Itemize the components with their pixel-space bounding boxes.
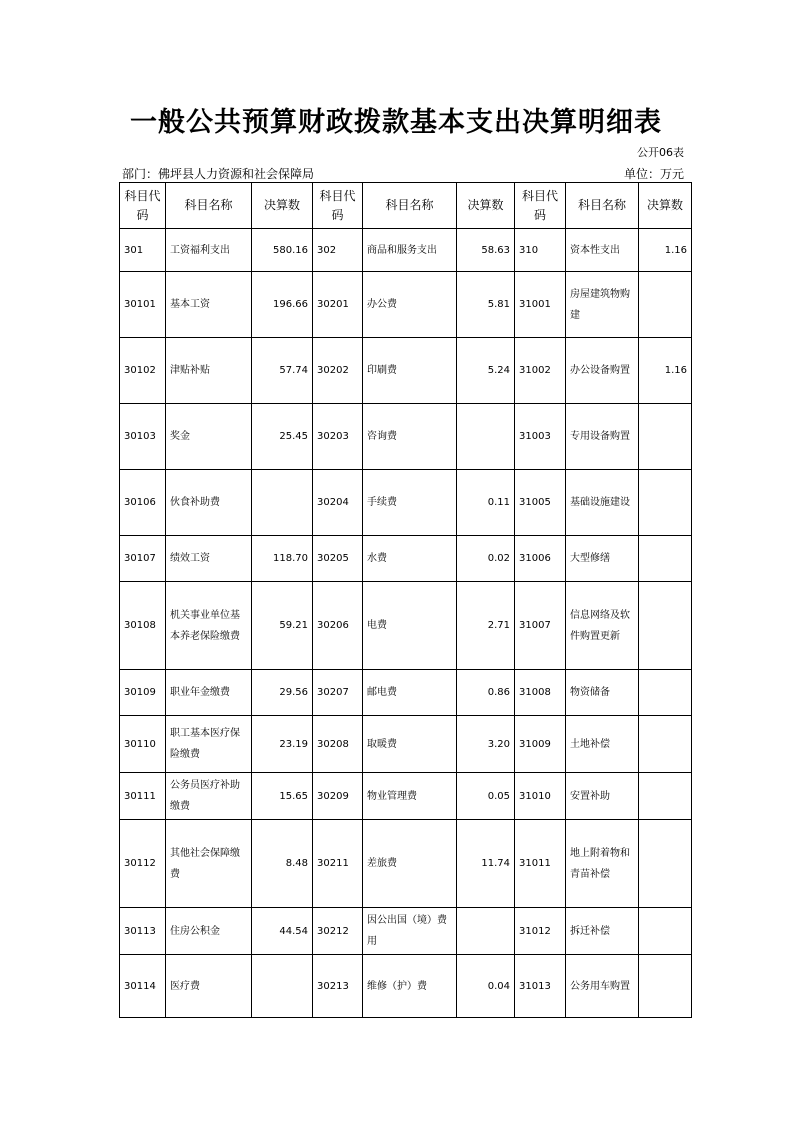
header-code: 科目代码	[515, 183, 566, 229]
row-code: 30110	[120, 716, 166, 773]
row-name: 信息网络及软件购置更新	[566, 582, 639, 670]
table-row	[120, 820, 692, 908]
header-amount: 决算数	[639, 183, 692, 229]
row-code: 30108	[120, 582, 166, 670]
row-name: 公务员医疗补助缴费	[166, 773, 252, 820]
row-amount	[639, 470, 692, 536]
row-amount: 0.86	[457, 670, 515, 716]
row-code: 30202	[313, 338, 363, 404]
row-name: 伙食补助费	[166, 470, 252, 536]
row-code: 30109	[120, 670, 166, 716]
row-code: 30212	[313, 908, 363, 955]
row-name: 邮电费	[363, 670, 457, 716]
form-number: 公开06表	[637, 146, 684, 159]
row-amount: 29.56	[252, 670, 313, 716]
row-name: 津贴补贴	[166, 338, 252, 404]
row-amount: 5.24	[457, 338, 515, 404]
row-amount	[252, 955, 313, 1018]
row-amount	[639, 908, 692, 955]
row-code: 30204	[313, 470, 363, 536]
row-name: 医疗费	[166, 955, 252, 1018]
row-code: 31001	[515, 272, 566, 338]
row-code: 30213	[313, 955, 363, 1018]
row-name: 绩效工资	[166, 536, 252, 582]
row-amount: 0.05	[457, 773, 515, 820]
row-code: 30208	[313, 716, 363, 773]
row-amount	[639, 536, 692, 582]
row-code: 31005	[515, 470, 566, 536]
row-amount	[639, 404, 692, 470]
row-amount: 580.16	[252, 229, 313, 272]
row-name: 安置补助	[566, 773, 639, 820]
header-name: 科目名称	[363, 183, 457, 229]
row-code: 30103	[120, 404, 166, 470]
header-code: 科目代码	[313, 183, 363, 229]
row-name: 基本工资	[166, 272, 252, 338]
table-row	[120, 272, 692, 338]
header-name: 科目名称	[166, 183, 252, 229]
row-code: 30102	[120, 338, 166, 404]
row-name: 物业管理费	[363, 773, 457, 820]
row-name: 其他社会保障缴费	[166, 820, 252, 908]
row-name: 办公设备购置	[566, 338, 639, 404]
row-code: 31012	[515, 908, 566, 955]
row-code: 30107	[120, 536, 166, 582]
row-amount	[639, 820, 692, 908]
row-code: 31013	[515, 955, 566, 1018]
header-name: 科目名称	[566, 183, 639, 229]
row-name: 物资储备	[566, 670, 639, 716]
table-row	[120, 773, 692, 820]
row-name: 资本性支出	[566, 229, 639, 272]
row-amount: 118.70	[252, 536, 313, 582]
row-amount	[457, 908, 515, 955]
unit-label: 单位：万元	[623, 167, 684, 181]
row-name: 机关事业单位基本养老保险缴费	[166, 582, 252, 670]
row-amount: 0.04	[457, 955, 515, 1018]
table-row	[120, 582, 692, 670]
row-name: 公务用车购置	[566, 955, 639, 1018]
table-row	[120, 716, 692, 773]
page-title: 一般公共预算财政拨款基本支出决算明细表	[130, 107, 662, 138]
row-amount	[639, 670, 692, 716]
row-name: 水费	[363, 536, 457, 582]
row-amount	[639, 272, 692, 338]
table-row	[120, 470, 692, 536]
department-label: 部门：佛坪县人力资源和社会保障局	[122, 167, 315, 181]
table-row	[120, 229, 692, 272]
table-row	[120, 338, 692, 404]
row-amount: 3.20	[457, 716, 515, 773]
row-name: 工资福利支出	[166, 229, 252, 272]
row-amount: 58.63	[457, 229, 515, 272]
row-name: 商品和服务支出	[363, 229, 457, 272]
row-code: 31006	[515, 536, 566, 582]
table-row	[120, 404, 692, 470]
row-amount	[639, 955, 692, 1018]
row-amount: 11.74	[457, 820, 515, 908]
row-code: 301	[120, 229, 166, 272]
row-code: 31008	[515, 670, 566, 716]
row-name: 房屋建筑物购建	[566, 272, 639, 338]
row-amount	[639, 773, 692, 820]
row-code: 31002	[515, 338, 566, 404]
row-code: 30114	[120, 955, 166, 1018]
row-amount: 15.65	[252, 773, 313, 820]
row-name: 因公出国（境）费用	[363, 908, 457, 955]
row-code: 30106	[120, 470, 166, 536]
header-row	[120, 183, 692, 229]
row-code: 30101	[120, 272, 166, 338]
row-code: 30113	[120, 908, 166, 955]
row-amount: 44.54	[252, 908, 313, 955]
row-code: 30209	[313, 773, 363, 820]
row-name: 电费	[363, 582, 457, 670]
row-code: 310	[515, 229, 566, 272]
row-amount: 1.16	[639, 338, 692, 404]
row-code: 30111	[120, 773, 166, 820]
row-amount: 5.81	[457, 272, 515, 338]
row-name: 办公费	[363, 272, 457, 338]
row-amount: 1.16	[639, 229, 692, 272]
row-amount: 0.11	[457, 470, 515, 536]
row-code: 31007	[515, 582, 566, 670]
row-name: 专用设备购置	[566, 404, 639, 470]
row-amount: 8.48	[252, 820, 313, 908]
row-code: 30205	[313, 536, 363, 582]
row-code: 302	[313, 229, 363, 272]
header-code: 科目代码	[120, 183, 166, 229]
row-amount: 57.74	[252, 338, 313, 404]
row-amount	[639, 716, 692, 773]
row-name: 取暖费	[363, 716, 457, 773]
row-amount: 25.45	[252, 404, 313, 470]
row-code: 30201	[313, 272, 363, 338]
table-row	[120, 908, 692, 955]
table-row	[120, 670, 692, 716]
row-name: 拆迁补偿	[566, 908, 639, 955]
row-amount: 59.21	[252, 582, 313, 670]
row-code: 30211	[313, 820, 363, 908]
header-amount: 决算数	[457, 183, 515, 229]
row-code: 31003	[515, 404, 566, 470]
row-amount	[252, 470, 313, 536]
table-row	[120, 955, 692, 1018]
row-name: 差旅费	[363, 820, 457, 908]
row-code: 30207	[313, 670, 363, 716]
row-name: 基础设施建设	[566, 470, 639, 536]
row-amount	[457, 404, 515, 470]
row-code: 30203	[313, 404, 363, 470]
row-name: 奖金	[166, 404, 252, 470]
row-name: 土地补偿	[566, 716, 639, 773]
row-amount: 0.02	[457, 536, 515, 582]
row-code: 31009	[515, 716, 566, 773]
row-name: 印刷费	[363, 338, 457, 404]
table-row	[120, 536, 692, 582]
row-name: 住房公积金	[166, 908, 252, 955]
row-name: 职业年金缴费	[166, 670, 252, 716]
row-code: 31010	[515, 773, 566, 820]
row-name: 咨询费	[363, 404, 457, 470]
row-code: 30112	[120, 820, 166, 908]
row-name: 大型修缮	[566, 536, 639, 582]
row-name: 职工基本医疗保险缴费	[166, 716, 252, 773]
row-code: 31011	[515, 820, 566, 908]
row-amount: 2.71	[457, 582, 515, 670]
row-code: 30206	[313, 582, 363, 670]
row-name: 维修（护）费	[363, 955, 457, 1018]
row-amount: 23.19	[252, 716, 313, 773]
header-amount: 决算数	[252, 183, 313, 229]
row-name: 手续费	[363, 470, 457, 536]
expenditure-table	[119, 182, 692, 1018]
row-amount	[639, 582, 692, 670]
row-name: 地上附着物和青苗补偿	[566, 820, 639, 908]
row-amount: 196.66	[252, 272, 313, 338]
